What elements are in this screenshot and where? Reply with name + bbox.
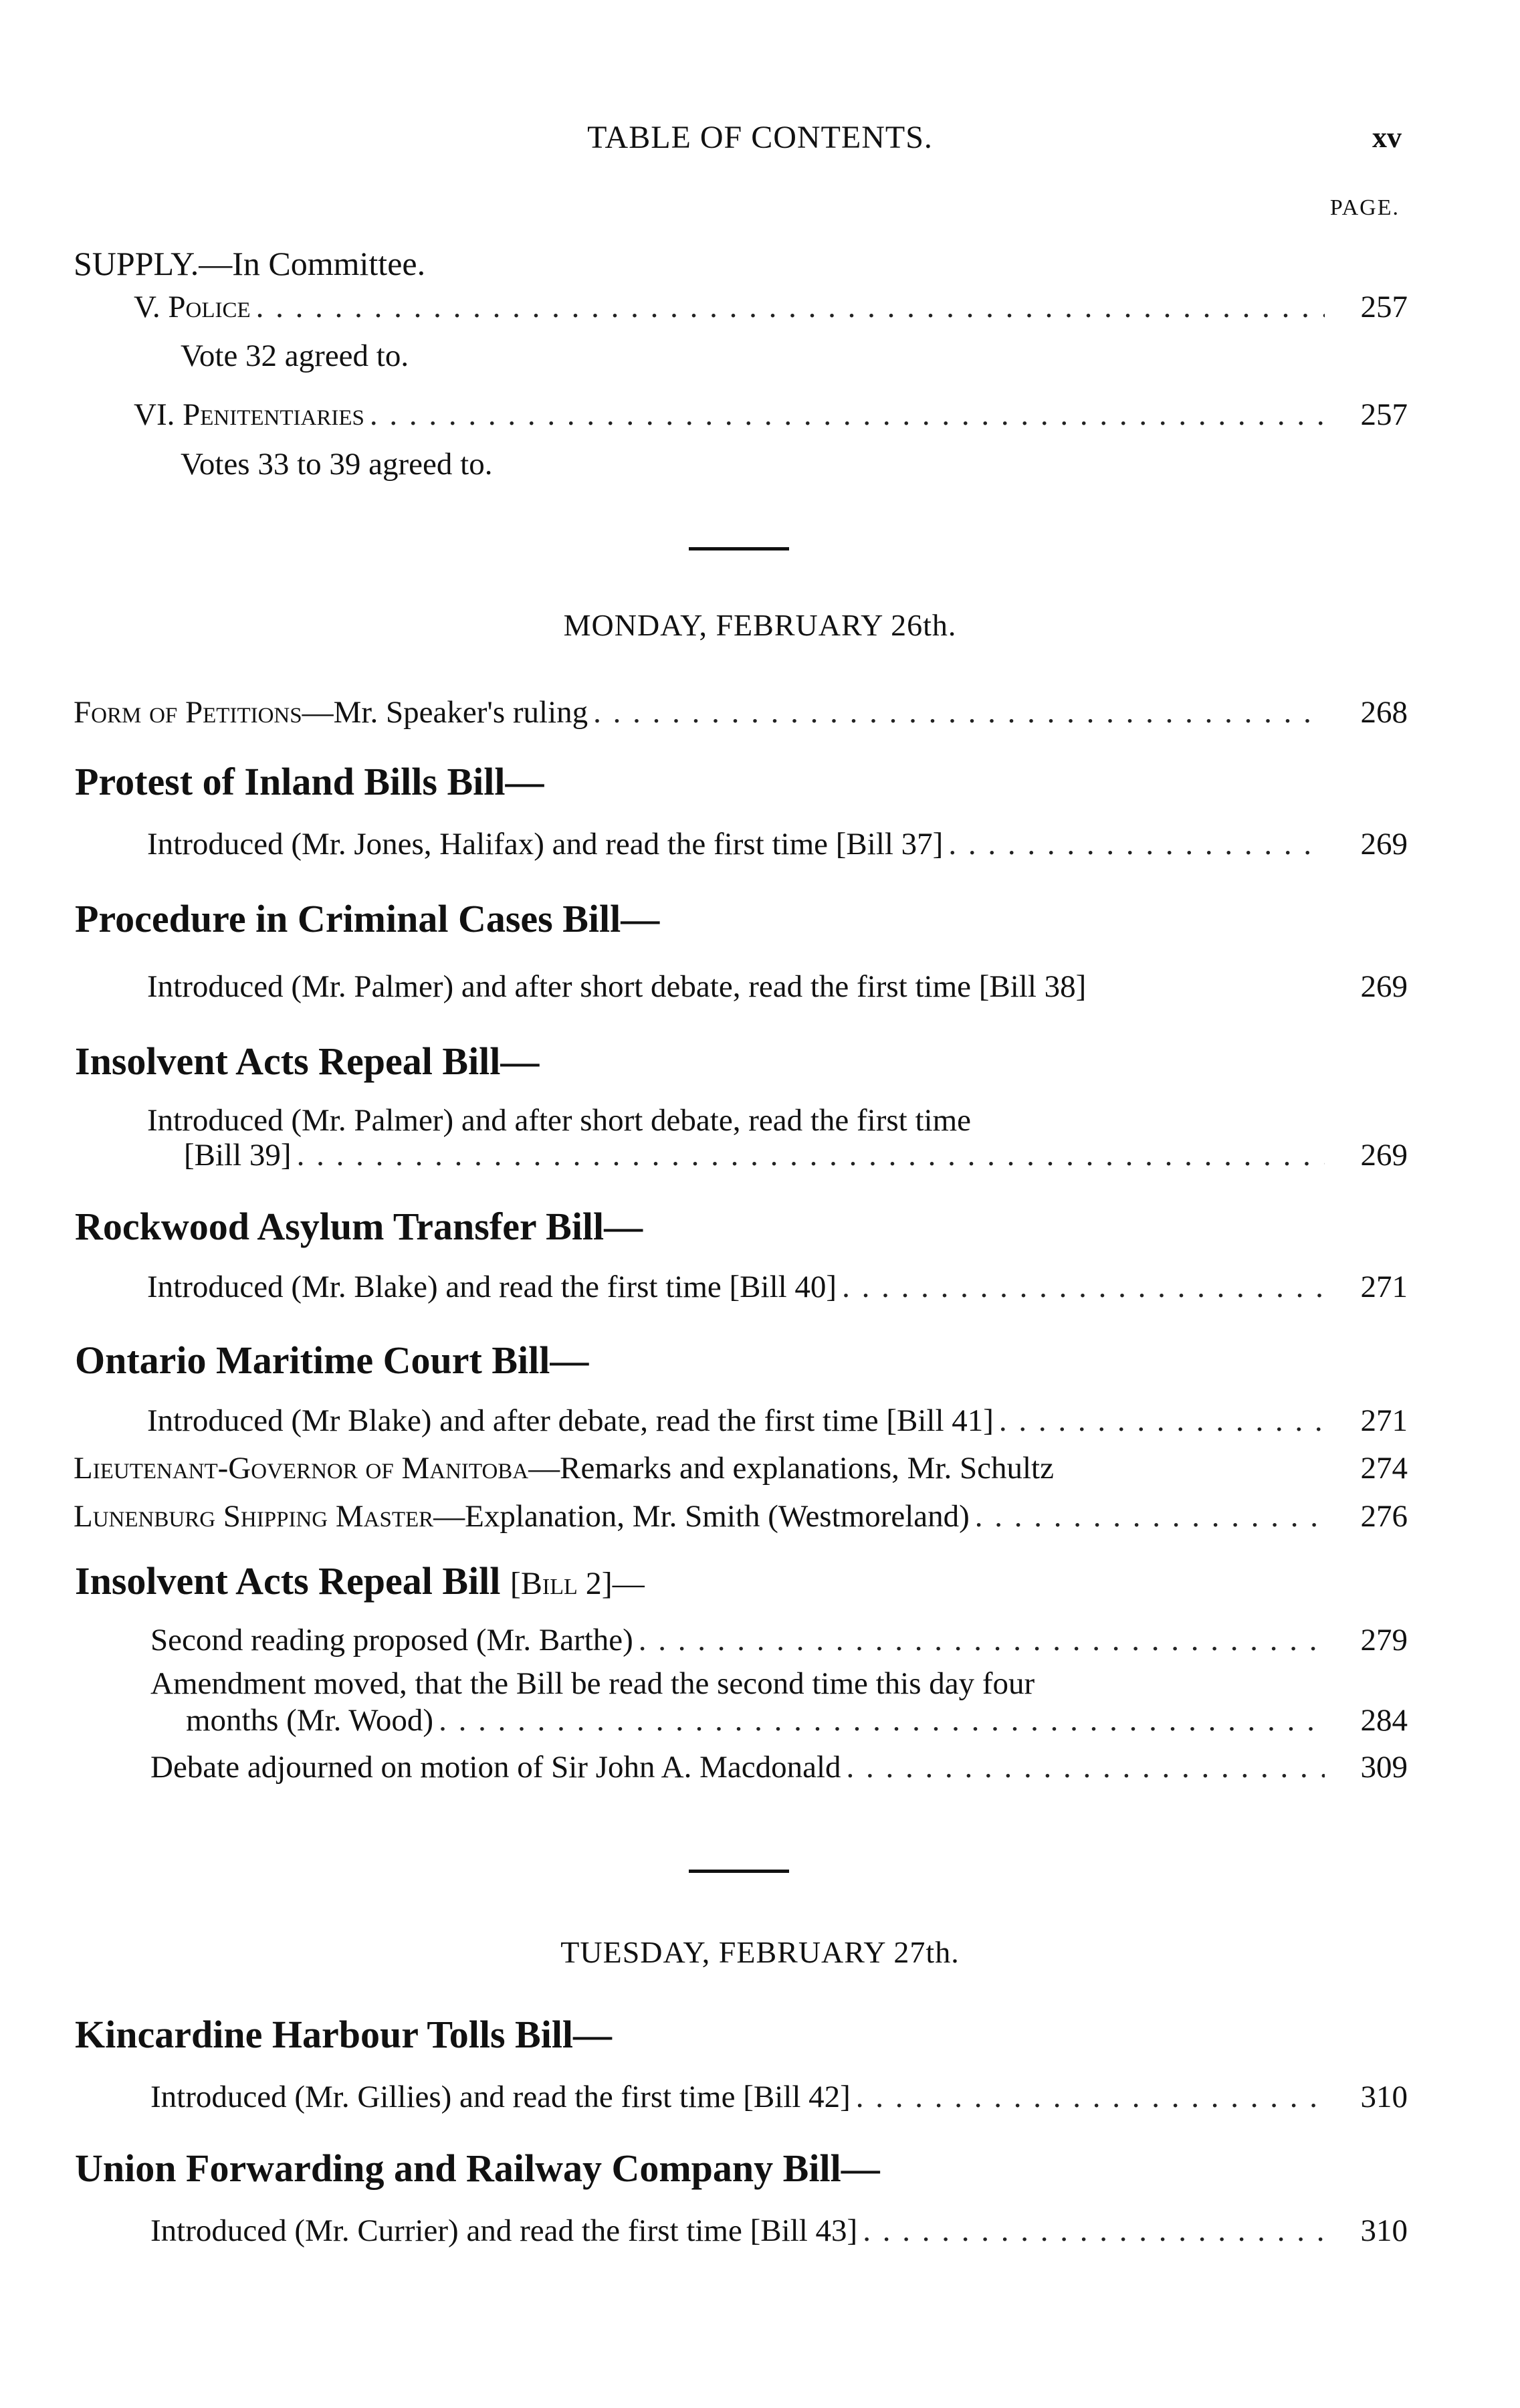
page-number: 271 bbox=[1360, 1403, 1408, 1438]
toc-entry-union[interactable] bbox=[150, 2213, 1408, 2249]
entry-text: Introduced (Mr Blake) and after debate, read the first time [Bill 41] bbox=[147, 1403, 994, 1438]
page-numeral: xv bbox=[1372, 121, 1402, 154]
bill-heading-kincardine: Kincardine Harbour Tolls Bill— bbox=[75, 2013, 613, 2056]
page-number: 279 bbox=[1360, 1623, 1408, 1658]
page-number: 269 bbox=[1360, 969, 1408, 1004]
entry-text: Introduced (Mr. Gillies) and read the first time [Bill 42] bbox=[150, 2080, 851, 2114]
section-divider bbox=[689, 1870, 789, 1873]
vote-note: Vote 32 agreed to. bbox=[181, 338, 409, 373]
dot-leader bbox=[297, 1137, 1325, 1173]
toc-entry-protest[interactable] bbox=[147, 826, 1408, 862]
entry-text: months (Mr. Wood) bbox=[186, 1703, 434, 1738]
toc-entry-ontario[interactable] bbox=[147, 1403, 1408, 1439]
dot-leader bbox=[863, 2213, 1325, 2249]
toc-entry-adjourned[interactable] bbox=[150, 1749, 1408, 1785]
date-heading-monday: MONDAY, FEBRUARY 26th. bbox=[563, 608, 957, 642]
page-number: 309 bbox=[1360, 1750, 1408, 1785]
page-column-label: PAGE. bbox=[1329, 195, 1400, 220]
dot-leader bbox=[439, 1702, 1325, 1738]
toc-entry-form-of-petitions[interactable] bbox=[74, 694, 1408, 730]
toc-entry-amendment[interactable] bbox=[186, 1702, 1408, 1738]
page-number: 257 bbox=[1360, 397, 1408, 432]
section-divider bbox=[689, 547, 789, 550]
toc-entry-second-reading[interactable] bbox=[150, 1622, 1408, 1658]
entry-label: VI. Penitentiaries bbox=[134, 397, 364, 432]
supply-heading: SUPPLY.—In Committee. bbox=[74, 245, 426, 282]
entry-label: Form of Petitions bbox=[74, 695, 302, 730]
page-number: 310 bbox=[1360, 2213, 1408, 2248]
entry-text: Second reading proposed (Mr. Barthe) bbox=[150, 1623, 633, 1658]
entry-text: [Bill 39] bbox=[184, 1138, 292, 1173]
dot-leader bbox=[593, 694, 1325, 730]
entry-label-rest: —Mr. Speaker's ruling bbox=[302, 695, 588, 730]
bill-heading-protest: Protest of Inland Bills Bill— bbox=[75, 760, 544, 803]
dot-leader bbox=[948, 826, 1325, 862]
bill-heading-text: Insolvent Acts Repeal Bill bbox=[75, 1559, 501, 1603]
entry-text: Introduced (Mr. Jones, Halifax) and read the first time [Bill 37] bbox=[147, 827, 944, 862]
toc-entry-penitentiaries[interactable] bbox=[134, 397, 1408, 433]
entry-text: Introduced (Mr. Currier) and read the first time [Bill 43] bbox=[150, 2213, 858, 2248]
page-number: 284 bbox=[1360, 1703, 1408, 1738]
vote-note: Votes 33 to 39 agreed to. bbox=[181, 447, 493, 482]
page-number: 269 bbox=[1360, 827, 1408, 862]
toc-entry-rockwood[interactable] bbox=[147, 1269, 1408, 1305]
dot-leader bbox=[847, 1749, 1325, 1785]
entry-label: Lieutenant-Governor of Manitoba bbox=[74, 1451, 529, 1486]
page-number: 310 bbox=[1360, 2080, 1408, 2114]
entry-label-rest: —Remarks and explanations, Mr. Schultz bbox=[528, 1451, 1054, 1486]
dot-leader bbox=[256, 289, 1325, 325]
dot-leader bbox=[975, 1498, 1325, 1534]
entry-label-rest: —Explanation, Mr. Smith (Westmoreland) bbox=[433, 1499, 970, 1534]
date-heading-tuesday: TUESDAY, FEBRUARY 27th. bbox=[560, 1935, 960, 1969]
page-number: 276 bbox=[1360, 1499, 1408, 1534]
bill-heading-ontario: Ontario Maritime Court Bill— bbox=[75, 1338, 589, 1382]
dot-leader bbox=[856, 2079, 1325, 2115]
entry-text: Amendment moved, that the Bill be read the second time this day four bbox=[150, 1666, 1035, 1701]
dot-leader bbox=[999, 1403, 1325, 1439]
entry-label: V. Police bbox=[134, 290, 251, 324]
page-number: 268 bbox=[1360, 695, 1408, 730]
page-number: 274 bbox=[1360, 1451, 1408, 1486]
bill-heading-insolvent: Insolvent Acts Repeal Bill— bbox=[75, 1039, 540, 1083]
toc-entry-lunenburg[interactable] bbox=[74, 1498, 1408, 1534]
dot-leader bbox=[842, 1269, 1325, 1305]
toc-entry-kincardine[interactable] bbox=[150, 2079, 1408, 2115]
toc-entry-criminal[interactable] bbox=[147, 969, 1408, 1005]
entry-label: Lunenburg Shipping Master bbox=[74, 1499, 434, 1534]
entry-text: Introduced (Mr. Blake) and read the first time [Bill 40] bbox=[147, 1270, 837, 1304]
bill-heading-rockwood: Rockwood Asylum Transfer Bill— bbox=[75, 1205, 643, 1248]
bill-heading-criminal: Procedure in Criminal Cases Bill— bbox=[75, 897, 660, 940]
entry-text: Debate adjourned on motion of Sir John A. Macdonald bbox=[150, 1750, 841, 1785]
dot-leader bbox=[370, 397, 1325, 433]
bill-heading-insolvent-2 bbox=[75, 1559, 645, 1603]
entry-text: Introduced (Mr. Palmer) and after short debate, read the first time [Bill 38] bbox=[147, 969, 1087, 1004]
page-number: 271 bbox=[1360, 1270, 1408, 1304]
bill-heading-bracket: [Bill 2]— bbox=[510, 1566, 645, 1601]
page-number: 257 bbox=[1360, 290, 1408, 324]
toc-entry-insolvent[interactable] bbox=[184, 1137, 1408, 1173]
page-title: TABLE OF CONTENTS. bbox=[587, 120, 933, 155]
dot-leader bbox=[639, 1622, 1325, 1658]
toc-entry-lt-governor[interactable] bbox=[74, 1450, 1408, 1486]
toc-entry-police[interactable] bbox=[134, 289, 1408, 325]
entry-text: Introduced (Mr. Palmer) and after short debate, read the first time bbox=[147, 1103, 971, 1138]
bill-heading-union: Union Forwarding and Railway Company Bill— bbox=[75, 2146, 880, 2190]
page-number: 269 bbox=[1360, 1138, 1408, 1173]
